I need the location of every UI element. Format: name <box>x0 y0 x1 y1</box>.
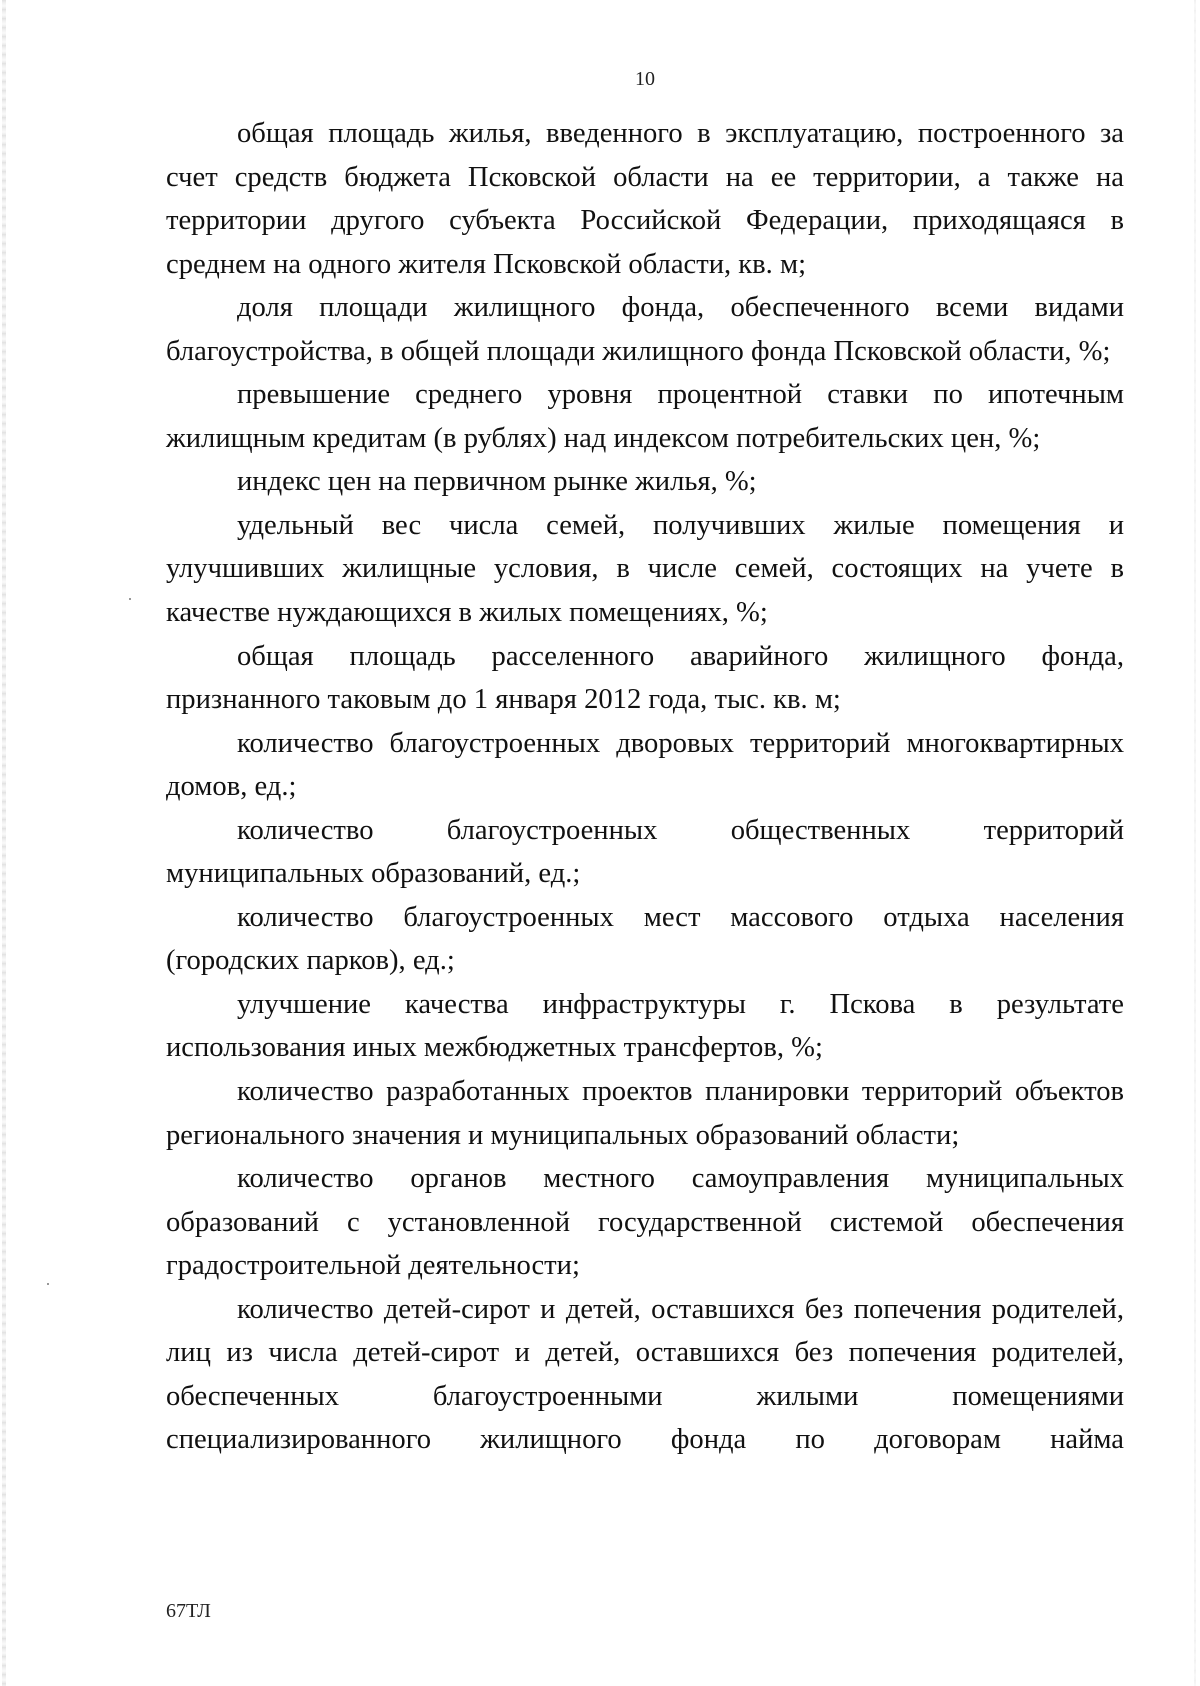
scan-right-edge <box>1194 0 1196 1686</box>
paragraph: удельный вес числа семей, получивших жилые помещения и улучшивших жилищные условия, в числе семей, состоящих на учете в качестве нуждающихся в жилых помещениях, %; <box>166 509 1124 629</box>
paragraph: количество органов местного самоуправления муниципальных образований с установленной государственной системой обеспечения градостроительной деятельности; <box>166 1163 1124 1282</box>
scan-left-edge <box>2 0 6 1686</box>
paragraph: индекс цен на первичном рынке жилья, %; <box>237 466 757 498</box>
scan-speck <box>129 598 131 600</box>
document-body <box>166 112 1124 1462</box>
paragraph: общая площадь расселенного аварийного жилищного фонда, признанного таковым до 1 января 2012 года, тыс. кв. м; <box>166 640 1124 716</box>
paragraph: общая площадь жилья, введенного в эксплуатацию, построенного за счет средств бюджета Псковской области на ее территории, а также на территории другого субъекта Российской Федерации, приходящаяся в среднем на одного жителя Псковской области, кв. м; <box>166 118 1124 280</box>
paragraph: количество благоустроенных общественных территорий муниципальных образований, ед.; <box>166 814 1124 890</box>
paragraph: количество детей-сирот и детей, оставшихся без попечения родителей, лиц из числа детей-сирот и детей, оставшихся без попечения родителей, обеспеченных благоустроенными жилыми помещениями специализированного жилищного фонда по договорам найма <box>166 1293 1124 1456</box>
paragraph: доля площади жилищного фонда, обеспеченного всеми видами благоустройства, в общей площади жилищного фонда Псковской области, %; <box>166 292 1124 367</box>
page-number: 10 <box>635 68 655 90</box>
paragraph: улучшение качества инфраструктуры г. Пскова в результате использования иных межбюджетных трансфертов, %; <box>166 988 1124 1064</box>
paragraph: превышение среднего уровня процентной ставки по ипотечным жилищным кредитам (в рублях) над индексом потребительских цен, %; <box>166 379 1124 454</box>
paragraph: количество благоустроенных мест массового отдыха населения (городских парков), ед.; <box>166 901 1124 977</box>
footer-code: 67ТЛ <box>166 1600 211 1622</box>
paragraph: количество благоустроенных дворовых территорий многоквартирных домов, ед.; <box>166 727 1124 803</box>
paragraph: количество разработанных проектов планировки территорий объектов регионального значения и муниципальных образований области; <box>166 1076 1124 1151</box>
scan-speck <box>47 1283 49 1285</box>
